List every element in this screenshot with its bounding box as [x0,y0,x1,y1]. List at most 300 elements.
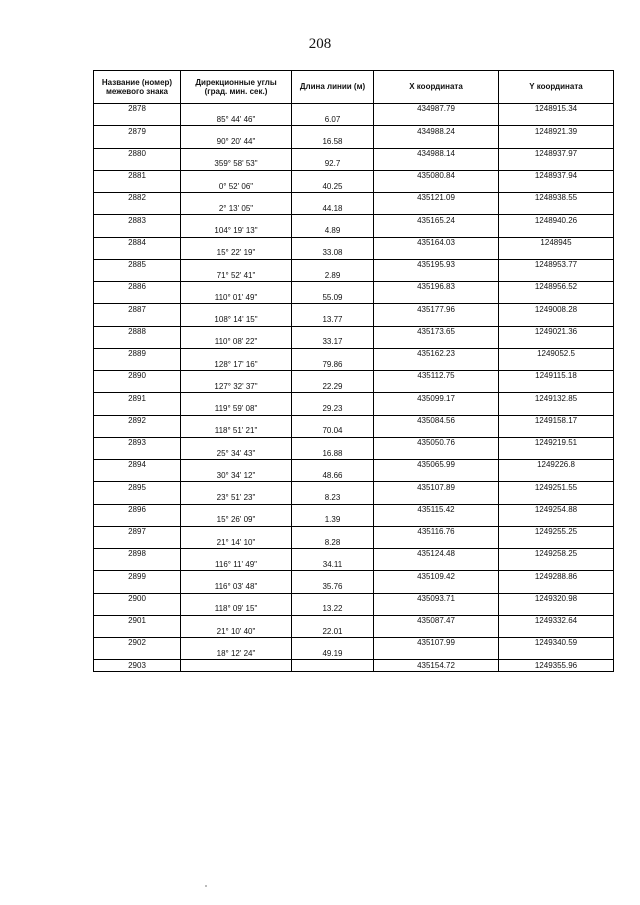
y-coordinate: 1249158.17 [499,415,614,426]
empty-cell [94,426,181,437]
segment-row [94,515,614,526]
point-row [94,460,614,471]
empty-cell [499,515,614,526]
direction-angle: 90° 20' 44" [181,137,292,148]
direction-angle: 71° 52' 41" [181,270,292,281]
empty-cell [499,337,614,348]
y-coordinate: 1248945 [499,237,614,248]
empty-cell [181,615,292,626]
segment-row [94,115,614,126]
header-y: Y координата [499,71,614,104]
empty-cell [181,104,292,115]
y-coordinate: 1249254.88 [499,504,614,515]
empty-cell [94,649,181,660]
empty-cell [499,448,614,459]
x-coordinate: 435195.93 [374,259,499,270]
empty-cell [292,326,374,337]
empty-cell [292,282,374,293]
point-name: 2891 [94,393,181,404]
direction-angle: 21° 10' 40" [181,626,292,637]
empty-cell [292,393,374,404]
y-coordinate: 1249332.64 [499,615,614,626]
empty-cell [499,649,614,660]
empty-cell [94,337,181,348]
point-row [94,482,614,493]
empty-cell [374,248,499,259]
y-coordinate: 1249355.96 [499,660,614,672]
header-name: Название (номер) межевого знака [94,71,181,104]
x-coordinate: 435112.75 [374,371,499,382]
empty-cell [499,426,614,437]
empty-cell [374,337,499,348]
empty-cell [292,660,374,672]
point-name: 2900 [94,593,181,604]
direction-angle: 2° 13' 05" [181,204,292,215]
point-name: 2888 [94,326,181,337]
empty-cell [374,159,499,170]
point-name: 2879 [94,126,181,137]
empty-cell [374,448,499,459]
empty-cell [94,248,181,259]
empty-cell [499,560,614,571]
point-row [94,549,614,560]
x-coordinate: 435109.42 [374,571,499,582]
scan-speck [205,885,207,887]
point-row [94,126,614,137]
x-coordinate: 435065.99 [374,460,499,471]
empty-cell [374,426,499,437]
line-length: 33.17 [292,337,374,348]
direction-angle: 110° 01' 49" [181,293,292,304]
point-name: 2893 [94,437,181,448]
direction-angle: 359° 58' 53" [181,159,292,170]
point-row [94,237,614,248]
empty-cell [499,293,614,304]
y-coordinate: 1249226.8 [499,460,614,471]
empty-cell [292,526,374,537]
empty-cell [94,293,181,304]
empty-cell [374,115,499,126]
segment-row [94,270,614,281]
direction-angle: 116° 03' 48" [181,582,292,593]
point-row [94,282,614,293]
direction-angle: 104° 19' 13" [181,226,292,237]
empty-cell [181,326,292,337]
x-coordinate: 435050.76 [374,437,499,448]
empty-cell [499,537,614,548]
point-row [94,615,614,626]
segment-row [94,204,614,215]
segment-row [94,359,614,370]
empty-cell [292,304,374,315]
point-row [94,348,614,359]
empty-cell [292,415,374,426]
empty-cell [292,215,374,226]
x-coordinate: 435107.89 [374,482,499,493]
point-name: 2902 [94,638,181,649]
empty-cell [292,504,374,515]
x-coordinate: 435165.24 [374,215,499,226]
line-length: 13.22 [292,604,374,615]
direction-angle: 118° 09' 15" [181,604,292,615]
empty-cell [181,282,292,293]
y-coordinate: 1248940.26 [499,215,614,226]
y-coordinate: 1249251.55 [499,482,614,493]
empty-cell [499,115,614,126]
empty-cell [181,571,292,582]
direction-angle: 116° 11' 49" [181,560,292,571]
empty-cell [181,148,292,159]
empty-cell [374,471,499,482]
empty-cell [94,270,181,281]
x-coordinate: 435154.72 [374,660,499,672]
point-name: 2882 [94,193,181,204]
point-row [94,104,614,115]
point-name: 2898 [94,549,181,560]
direction-angle: 18° 12' 24" [181,649,292,660]
line-length: 22.01 [292,626,374,637]
point-row [94,571,614,582]
empty-cell [292,348,374,359]
point-name: 2884 [94,237,181,248]
direction-angle: 30° 34' 12" [181,471,292,482]
empty-cell [181,460,292,471]
empty-cell [181,348,292,359]
segment-row [94,337,614,348]
empty-cell [374,493,499,504]
empty-cell [292,259,374,270]
x-coordinate: 435177.96 [374,304,499,315]
segment-row [94,159,614,170]
point-row [94,393,614,404]
empty-cell [94,471,181,482]
empty-cell [292,593,374,604]
empty-cell [94,181,181,192]
empty-cell [94,226,181,237]
empty-cell [374,226,499,237]
x-coordinate: 435173.65 [374,326,499,337]
line-length: 55.09 [292,293,374,304]
y-coordinate: 1249255.25 [499,526,614,537]
line-length: 35.76 [292,582,374,593]
empty-cell [181,415,292,426]
empty-cell [499,493,614,504]
x-coordinate: 435093.71 [374,593,499,604]
point-row [94,593,614,604]
direction-angle: 15° 26' 09" [181,515,292,526]
empty-cell [292,615,374,626]
point-name: 2892 [94,415,181,426]
y-coordinate: 1248956.52 [499,282,614,293]
point-name: 2881 [94,170,181,181]
y-coordinate: 1248921.39 [499,126,614,137]
segment-row [94,404,614,415]
x-coordinate: 435121.09 [374,193,499,204]
x-coordinate: 435107.99 [374,638,499,649]
y-coordinate: 1249021.36 [499,326,614,337]
segment-row [94,181,614,192]
empty-cell [292,460,374,471]
point-row [94,326,614,337]
y-coordinate: 1249320.98 [499,593,614,604]
line-length: 70.04 [292,426,374,437]
empty-cell [499,226,614,237]
x-coordinate: 434987.79 [374,104,499,115]
point-row [94,215,614,226]
point-name: 2878 [94,104,181,115]
empty-cell [499,404,614,415]
empty-cell [94,604,181,615]
empty-cell [181,549,292,560]
x-coordinate: 434988.24 [374,126,499,137]
line-length: 92.7 [292,159,374,170]
empty-cell [292,437,374,448]
empty-cell [94,359,181,370]
empty-cell [499,359,614,370]
boundary-coordinates-table [93,70,614,672]
line-length: 16.88 [292,448,374,459]
y-coordinate: 1248937.94 [499,170,614,181]
point-row [94,504,614,515]
empty-cell [292,237,374,248]
empty-cell [94,204,181,215]
empty-cell [374,582,499,593]
empty-cell [181,259,292,270]
line-length: 34.11 [292,560,374,571]
empty-cell [181,193,292,204]
y-coordinate: 1249288.86 [499,571,614,582]
point-name: 2889 [94,348,181,359]
point-name: 2883 [94,215,181,226]
point-name: 2886 [94,282,181,293]
segment-row [94,560,614,571]
segment-row [94,137,614,148]
direction-angle: 128° 17' 16" [181,359,292,370]
segment-row [94,537,614,548]
y-coordinate: 1248937.97 [499,148,614,159]
empty-cell [499,626,614,637]
page-number: 208 [308,36,332,52]
empty-cell [94,515,181,526]
segment-row [94,493,614,504]
point-name: 2899 [94,571,181,582]
segment-row [94,471,614,482]
empty-cell [374,359,499,370]
point-row [94,415,614,426]
empty-cell [292,148,374,159]
point-name: 2880 [94,148,181,159]
x-coordinate: 435080.84 [374,170,499,181]
line-length: 49.19 [292,649,374,660]
empty-cell [94,448,181,459]
empty-cell [499,315,614,326]
line-length: 6.07 [292,115,374,126]
empty-cell [181,660,292,672]
point-row [94,193,614,204]
empty-cell [181,215,292,226]
empty-cell [181,504,292,515]
x-coordinate: 435124.48 [374,549,499,560]
empty-cell [94,537,181,548]
segment-row [94,248,614,259]
y-coordinate: 1249340.59 [499,638,614,649]
empty-cell [94,404,181,415]
empty-cell [94,315,181,326]
empty-cell [181,170,292,181]
y-coordinate: 1249132.85 [499,393,614,404]
empty-cell [94,626,181,637]
empty-cell [499,204,614,215]
point-row [94,660,614,672]
point-name: 2895 [94,482,181,493]
direction-angle: 21° 14' 10" [181,537,292,548]
empty-cell [292,104,374,115]
point-name: 2901 [94,615,181,626]
point-row [94,170,614,181]
point-row [94,259,614,270]
header-angle: Дирекционные углы (град. мин. сек.) [181,71,292,104]
direction-angle: 23° 51' 23" [181,493,292,504]
empty-cell [374,137,499,148]
line-length: 33.08 [292,248,374,259]
direction-angle: 108° 14' 15" [181,315,292,326]
empty-cell [374,404,499,415]
empty-cell [292,638,374,649]
direction-angle: 127° 32' 37" [181,382,292,393]
empty-cell [374,515,499,526]
point-row [94,148,614,159]
header-length: Длина линии (м) [292,71,374,104]
direction-angle: 118° 51' 21" [181,426,292,437]
empty-cell [181,126,292,137]
line-length: 8.28 [292,537,374,548]
empty-cell [374,181,499,192]
empty-cell [181,304,292,315]
line-length: 16.58 [292,137,374,148]
x-coordinate: 435099.17 [374,393,499,404]
direction-angle: 0° 52' 06" [181,181,292,192]
line-length: 29.23 [292,404,374,415]
point-row [94,371,614,382]
point-row [94,437,614,448]
empty-cell [374,204,499,215]
segment-row [94,604,614,615]
direction-angle: 25° 34' 43" [181,448,292,459]
empty-cell [499,604,614,615]
y-coordinate: 1249219.51 [499,437,614,448]
y-coordinate: 1248953.77 [499,259,614,270]
segment-row [94,649,614,660]
x-coordinate: 435116.76 [374,526,499,537]
line-length: 2.89 [292,270,374,281]
empty-cell [292,571,374,582]
x-coordinate: 435164.03 [374,237,499,248]
segment-row [94,448,614,459]
empty-cell [374,537,499,548]
empty-cell [374,270,499,281]
empty-cell [374,293,499,304]
empty-cell [499,270,614,281]
table-header-row [94,71,614,104]
empty-cell [181,593,292,604]
segment-row [94,315,614,326]
y-coordinate: 1249115.18 [499,371,614,382]
segment-row [94,426,614,437]
empty-cell [181,237,292,248]
direction-angle: 110° 08' 22" [181,337,292,348]
point-name: 2887 [94,304,181,315]
empty-cell [292,371,374,382]
x-coordinate: 435084.56 [374,415,499,426]
empty-cell [499,248,614,259]
line-length: 48.66 [292,471,374,482]
empty-cell [292,126,374,137]
empty-cell [94,137,181,148]
empty-cell [499,471,614,482]
line-length: 1.39 [292,515,374,526]
empty-cell [94,582,181,593]
x-coordinate: 435196.83 [374,282,499,293]
line-length: 8.23 [292,493,374,504]
point-row [94,304,614,315]
empty-cell [181,482,292,493]
line-length: 4.89 [292,226,374,237]
empty-cell [374,382,499,393]
segment-row [94,226,614,237]
point-name: 2890 [94,371,181,382]
segment-row [94,293,614,304]
empty-cell [374,626,499,637]
point-name: 2896 [94,504,181,515]
y-coordinate: 1248915.34 [499,104,614,115]
line-length: 40.25 [292,181,374,192]
point-name: 2897 [94,526,181,537]
point-name: 2903 [94,660,181,672]
segment-row [94,582,614,593]
segment-row [94,626,614,637]
y-coordinate: 1248938.55 [499,193,614,204]
line-length: 22.29 [292,382,374,393]
empty-cell [292,193,374,204]
empty-cell [499,137,614,148]
x-coordinate: 434988.14 [374,148,499,159]
point-row [94,638,614,649]
x-coordinate: 435087.47 [374,615,499,626]
empty-cell [94,382,181,393]
direction-angle: 85° 44' 46" [181,115,292,126]
empty-cell [94,115,181,126]
empty-cell [181,437,292,448]
empty-cell [181,371,292,382]
x-coordinate: 435162.23 [374,348,499,359]
empty-cell [94,560,181,571]
empty-cell [499,582,614,593]
empty-cell [374,560,499,571]
x-coordinate: 435115.42 [374,504,499,515]
empty-cell [499,382,614,393]
direction-angle: 15° 22' 19" [181,248,292,259]
point-row [94,526,614,537]
empty-cell [292,549,374,560]
empty-cell [499,181,614,192]
empty-cell [374,604,499,615]
empty-cell [94,159,181,170]
point-name: 2885 [94,259,181,270]
empty-cell [499,159,614,170]
line-length: 13.77 [292,315,374,326]
empty-cell [292,482,374,493]
empty-cell [181,638,292,649]
